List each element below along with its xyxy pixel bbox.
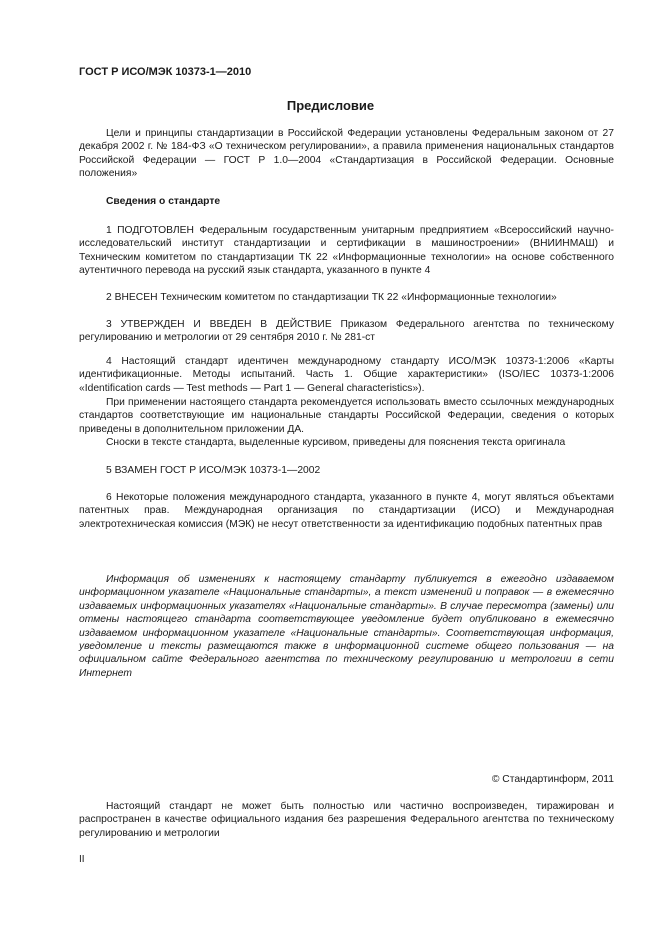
item-5-text: 5 ВЗАМЕН ГОСТ Р ИСО/МЭК 10373-1—2002 (106, 465, 321, 476)
reproduction-note-text: Настоящий стандарт не может быть полностью или частично воспроизведен, тиражирован и распространен в качестве официального издания без разрешения Федерального агентства по техническому регулированию и метрологии (79, 801, 614, 839)
item-5 (79, 464, 614, 477)
item-2-text: 2 ВНЕСЕН Техническим комитетом по стандартизации ТК 22 «Информационные технологии» (106, 292, 557, 303)
item-4-footnote-text: Сноски в тексте стандарта, выделенные курсивом, приведены для пояснения текста оригинала (106, 437, 566, 448)
page-title: Предисловие (286, 98, 375, 113)
item-3-text: 3 УТВЕРЖДЕН И ВВЕДЕН В ДЕЙСТВИЕ Приказом Федерального агентства по техническому регулированию и метрологии от 29 сентября 2010 г. № 281-ст (79, 319, 614, 344)
item-4-text: 4 Настоящий стандарт идентичен международному стандарту ИСО/МЭК 10373-1:2006 «Карты идентификационные. Методы испытаний. Часть 1. Общие характеристики» (ISO/IEC 10373-1:2006 «Identification cards — Test methods — Part 1 — General characteristics»). (79, 356, 614, 394)
item-4-note (79, 396, 614, 436)
reproduction-note (79, 800, 614, 840)
item-2 (79, 291, 614, 304)
info-note-text: Информация об изменениях к настоящему стандарту публикуется в ежегодно издаваемом информационном указателе «Национальные стандарты», а текст изменений и поправок — в ежемесячно издаваемых информационных указателях «Национальные стандарты». В случае пересмотра (замены) или отмены настоящего стандарта соответствующее уведомление будет опубликовано в ежемесячно издаваемом информационном указателе «Национальные стандарты». Соответствующая информация, уведомление и тексты размещаются также в информационной системе общего пользования — на официальном сайте Федерального агентства по техническому регулированию и метрологии в сети Интернет (79, 574, 614, 679)
section-title: Сведения о стандарте (106, 196, 221, 207)
page-number: II (79, 854, 85, 865)
info-note (79, 573, 614, 680)
intro-paragraph (79, 127, 614, 181)
item-1 (79, 224, 614, 278)
item-1-text: 1 ПОДГОТОВЛЕН Федеральным государственным унитарным предприятием «Всероссийский научно-исследовательский институт стандартизации и сертификации в машиностроении» (ВНИИНМАШ) и Техническим комитетом по стандартизации ТК 22 «Информационные технологии» на основе собственного аутентичного перевода на русский язык стандарта, указанного в пункте 4 (79, 225, 614, 277)
item-6 (79, 491, 614, 531)
intro-text: Цели и принципы стандартизации в Российской Федерации установлены Федеральным законом от 27 декабря 2002 г. № 184-ФЗ «О техническом регулировании», а правила применения национальных стандартов Российской Федерации — ГОСТ Р 1.0—2004 «Стандартизация в Российской Федерации. Основные положения» (79, 128, 614, 180)
item-3 (79, 318, 614, 345)
item-4-footnote (79, 436, 614, 449)
copyright: © Стандартинформ, 2011 (491, 774, 614, 785)
document-header: ГОСТ Р ИСО/МЭК 10373-1—2010 (79, 66, 252, 78)
item-6-text: 6 Некоторые положения международного стандарта, указанного в пункте 4, могут являться объектами патентных прав. Международная организация по стандартизации (ИСО) и Международная электротехническая комиссия (МЭК) не несут ответственности за идентификацию подобных патентных прав (79, 492, 614, 530)
item-4-note-text: При применении настоящего стандарта рекомендуется использовать вместо ссылочных международных стандартов соответствующие им национальные стандарты Российской Федерации, сведения о которых приведены в дополнительном приложении ДА. (79, 397, 614, 435)
item-4 (79, 355, 614, 395)
